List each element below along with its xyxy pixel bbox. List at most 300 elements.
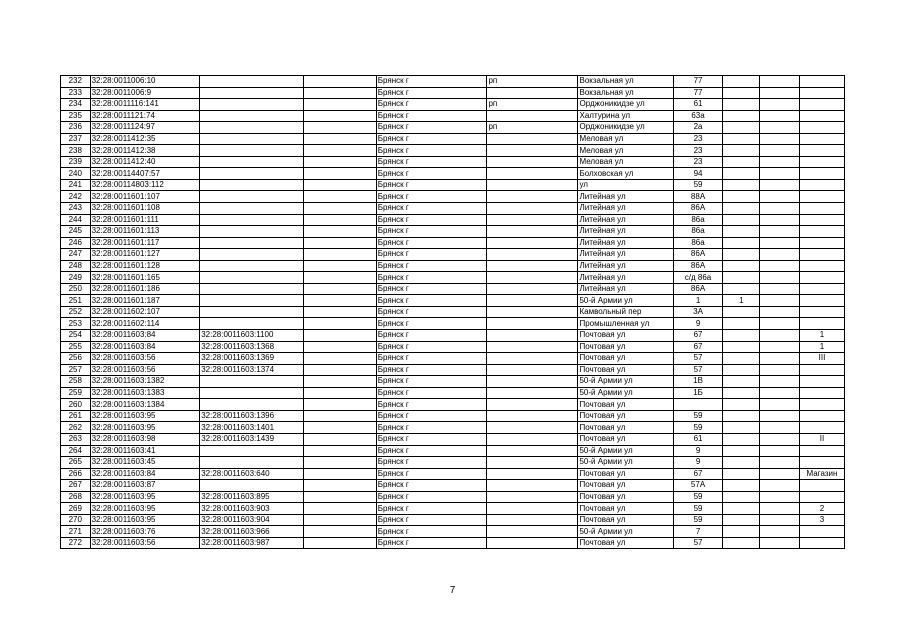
house-cell: 1: [673, 295, 722, 307]
room-cadastral-number: [200, 168, 304, 180]
empty-cell: [760, 364, 799, 376]
table-row: [61, 156, 845, 168]
room-cadastral-number: 32:28:0011603:966: [200, 526, 304, 538]
street-cell: Меловая ул: [578, 156, 673, 168]
room-cadastral-number: [200, 76, 304, 88]
cadastral-number: 32:28:0011603:95: [90, 410, 200, 422]
city-cell: Брянск г: [376, 306, 487, 318]
room-cadastral-number: 32:28:0011603:1369: [200, 353, 304, 365]
street-cell: Литейная ул: [578, 283, 673, 295]
room-cadastral-number: [200, 272, 304, 284]
street-cell: Литейная ул: [578, 203, 673, 215]
city-cell: Брянск г: [376, 330, 487, 342]
type-cell: [487, 306, 578, 318]
property-register-table: [60, 75, 845, 549]
empty-cell: [304, 503, 376, 515]
building-cell: [723, 491, 760, 503]
room-cadastral-number: [200, 122, 304, 134]
row-number: 239: [61, 156, 91, 168]
house-cell: 59: [673, 422, 722, 434]
type-cell: [487, 503, 578, 515]
street-cell: Камвольный пер: [578, 306, 673, 318]
type-cell: [487, 457, 578, 469]
city-cell: Брянск г: [376, 226, 487, 238]
house-cell: 3А: [673, 306, 722, 318]
city-cell: Брянск г: [376, 422, 487, 434]
city-cell: Брянск г: [376, 468, 487, 480]
empty-cell: [304, 468, 376, 480]
table-row: [61, 110, 845, 122]
house-cell: с/д 86а: [673, 272, 722, 284]
building-cell: [723, 272, 760, 284]
room-cadastral-number: 32:28:0011603:1396: [200, 410, 304, 422]
room-cadastral-number: [200, 457, 304, 469]
note-cell: [799, 145, 844, 157]
note-cell: [799, 537, 844, 549]
building-cell: [723, 191, 760, 203]
table-row: [61, 203, 845, 215]
house-cell: 1В: [673, 376, 722, 388]
table-row: [61, 341, 845, 353]
room-cadastral-number: [200, 203, 304, 215]
empty-cell: [304, 226, 376, 238]
cadastral-number: 32:28:0011603:95: [90, 503, 200, 515]
empty-cell: [760, 457, 799, 469]
room-cadastral-number: [200, 214, 304, 226]
table-row: [61, 272, 845, 284]
city-cell: Брянск г: [376, 364, 487, 376]
empty-cell: [760, 306, 799, 318]
type-cell: [487, 399, 578, 411]
city-cell: Брянск г: [376, 537, 487, 549]
note-cell: [799, 237, 844, 249]
type-cell: [487, 318, 578, 330]
cadastral-number: 32:28:0011603:84: [90, 468, 200, 480]
street-cell: Литейная ул: [578, 191, 673, 203]
street-cell: Почтовая ул: [578, 364, 673, 376]
cadastral-number: 32:28:0011602:114: [90, 318, 200, 330]
empty-cell: [760, 537, 799, 549]
street-cell: Литейная ул: [578, 237, 673, 249]
empty-cell: [304, 341, 376, 353]
note-cell: [799, 249, 844, 261]
building-cell: [723, 168, 760, 180]
empty-cell: [760, 445, 799, 457]
type-cell: [487, 445, 578, 457]
room-cadastral-number: [200, 249, 304, 261]
row-number: 269: [61, 503, 91, 515]
city-cell: Брянск г: [376, 445, 487, 457]
building-cell: [723, 537, 760, 549]
note-cell: [799, 214, 844, 226]
room-cadastral-number: 32:28:0011603:640: [200, 468, 304, 480]
street-cell: Почтовая ул: [578, 422, 673, 434]
empty-cell: [304, 179, 376, 191]
house-cell: [673, 399, 722, 411]
house-cell: 94: [673, 168, 722, 180]
house-cell: 59: [673, 491, 722, 503]
table-row: [61, 122, 845, 134]
street-cell: Почтовая ул: [578, 341, 673, 353]
building-cell: [723, 99, 760, 111]
building-cell: [723, 214, 760, 226]
table-row: [61, 76, 845, 88]
note-cell: III: [799, 353, 844, 365]
house-cell: 59: [673, 514, 722, 526]
house-cell: 77: [673, 76, 722, 88]
table-row: [61, 468, 845, 480]
row-number: 255: [61, 341, 91, 353]
note-cell: [799, 422, 844, 434]
empty-cell: [304, 514, 376, 526]
empty-cell: [304, 156, 376, 168]
house-cell: 57А: [673, 480, 722, 492]
empty-cell: [760, 422, 799, 434]
table-row: [61, 306, 845, 318]
type-cell: [487, 433, 578, 445]
table-row: [61, 526, 845, 538]
note-cell: 2: [799, 503, 844, 515]
empty-cell: [760, 110, 799, 122]
cadastral-number: 32:28:0011603:84: [90, 330, 200, 342]
note-cell: [799, 491, 844, 503]
room-cadastral-number: [200, 133, 304, 145]
city-cell: Брянск г: [376, 514, 487, 526]
empty-cell: [760, 145, 799, 157]
building-cell: [723, 145, 760, 157]
city-cell: Брянск г: [376, 272, 487, 284]
page-number: 7: [449, 585, 456, 596]
note-cell: 3: [799, 514, 844, 526]
house-cell: 86а: [673, 226, 722, 238]
type-cell: [487, 364, 578, 376]
room-cadastral-number: 32:28:0011603:1100: [200, 330, 304, 342]
city-cell: Брянск г: [376, 237, 487, 249]
row-number: 245: [61, 226, 91, 238]
street-cell: Болховская ул: [578, 168, 673, 180]
building-cell: [723, 133, 760, 145]
room-cadastral-number: 32:28:0011603:1401: [200, 422, 304, 434]
table-row: [61, 433, 845, 445]
building-cell: [723, 260, 760, 272]
note-cell: [799, 283, 844, 295]
type-cell: [487, 249, 578, 261]
building-cell: [723, 237, 760, 249]
table-row: [61, 410, 845, 422]
street-cell: Литейная ул: [578, 272, 673, 284]
building-cell: [723, 399, 760, 411]
street-cell: ул: [578, 179, 673, 191]
city-cell: Брянск г: [376, 110, 487, 122]
empty-cell: [760, 133, 799, 145]
building-cell: [723, 283, 760, 295]
table-row: [61, 237, 845, 249]
cadastral-number: 32:28:0011603:1382: [90, 376, 200, 388]
empty-cell: [304, 237, 376, 249]
note-cell: [799, 457, 844, 469]
table-row: [61, 503, 845, 515]
cadastral-number: 32:28:0011601:165: [90, 272, 200, 284]
street-cell: 50-й Армии ул: [578, 457, 673, 469]
row-number: 234: [61, 99, 91, 111]
table-row: [61, 480, 845, 492]
note-cell: 1: [799, 330, 844, 342]
note-cell: Магазин: [799, 468, 844, 480]
room-cadastral-number: [200, 387, 304, 399]
house-cell: 63а: [673, 110, 722, 122]
row-number: 252: [61, 306, 91, 318]
room-cadastral-number: [200, 295, 304, 307]
city-cell: Брянск г: [376, 399, 487, 411]
street-cell: Почтовая ул: [578, 433, 673, 445]
city-cell: Брянск г: [376, 491, 487, 503]
room-cadastral-number: 32:28:0011603:895: [200, 491, 304, 503]
city-cell: Брянск г: [376, 410, 487, 422]
cadastral-number: 32:28:0011603:1384: [90, 399, 200, 411]
room-cadastral-number: [200, 376, 304, 388]
note-cell: II: [799, 433, 844, 445]
city-cell: Брянск г: [376, 122, 487, 134]
empty-cell: [760, 318, 799, 330]
note-cell: [799, 410, 844, 422]
cadastral-number: 32:28:0011603:56: [90, 364, 200, 376]
room-cadastral-number: [200, 318, 304, 330]
note-cell: [799, 318, 844, 330]
row-number: 254: [61, 330, 91, 342]
room-cadastral-number: [200, 399, 304, 411]
street-cell: Почтовая ул: [578, 330, 673, 342]
house-cell: 57: [673, 353, 722, 365]
city-cell: Брянск г: [376, 295, 487, 307]
cadastral-number: 32:28:0011603:1383: [90, 387, 200, 399]
empty-cell: [760, 76, 799, 88]
type-cell: [487, 422, 578, 434]
street-cell: Вокзальная ул: [578, 87, 673, 99]
empty-cell: [304, 191, 376, 203]
empty-cell: [304, 168, 376, 180]
street-cell: Почтовая ул: [578, 353, 673, 365]
type-cell: [487, 514, 578, 526]
street-cell: Почтовая ул: [578, 503, 673, 515]
note-cell: [799, 203, 844, 215]
note-cell: [799, 376, 844, 388]
room-cadastral-number: [200, 480, 304, 492]
empty-cell: [304, 422, 376, 434]
table-row: [61, 330, 845, 342]
city-cell: Брянск г: [376, 503, 487, 515]
empty-cell: [760, 249, 799, 261]
city-cell: Брянск г: [376, 376, 487, 388]
row-number: 250: [61, 283, 91, 295]
cadastral-number: 32:28:0011121:74: [90, 110, 200, 122]
note-cell: [799, 306, 844, 318]
empty-cell: [760, 122, 799, 134]
street-cell: Орджоникидзе ул: [578, 99, 673, 111]
row-number: 261: [61, 410, 91, 422]
room-cadastral-number: [200, 283, 304, 295]
house-cell: 86а: [673, 237, 722, 249]
empty-cell: [304, 537, 376, 549]
row-number: 248: [61, 260, 91, 272]
note-cell: [799, 168, 844, 180]
street-cell: Литейная ул: [578, 214, 673, 226]
building-cell: [723, 526, 760, 538]
empty-cell: [760, 226, 799, 238]
row-number: 256: [61, 353, 91, 365]
building-cell: [723, 433, 760, 445]
empty-cell: [760, 203, 799, 215]
type-cell: [487, 468, 578, 480]
house-cell: 59: [673, 503, 722, 515]
street-cell: 50-й Армии ул: [578, 445, 673, 457]
cadastral-number: 32:28:00114407:57: [90, 168, 200, 180]
building-cell: [723, 514, 760, 526]
table-row: [61, 214, 845, 226]
cadastral-number: 32:28:0011124:97: [90, 122, 200, 134]
building-cell: [723, 457, 760, 469]
house-cell: 23: [673, 156, 722, 168]
type-cell: рп: [487, 76, 578, 88]
cadastral-number: 32:28:0011603:56: [90, 537, 200, 549]
city-cell: Брянск г: [376, 179, 487, 191]
empty-cell: [760, 272, 799, 284]
row-number: 240: [61, 168, 91, 180]
house-cell: 57: [673, 364, 722, 376]
table-row: [61, 537, 845, 549]
room-cadastral-number: [200, 445, 304, 457]
cadastral-number: 32:28:0011601:186: [90, 283, 200, 295]
room-cadastral-number: [200, 226, 304, 238]
building-cell: [723, 480, 760, 492]
house-cell: 57: [673, 537, 722, 549]
type-cell: [487, 145, 578, 157]
type-cell: [487, 341, 578, 353]
building-cell: [723, 306, 760, 318]
type-cell: [487, 295, 578, 307]
cadastral-number: 32:28:0011601:111: [90, 214, 200, 226]
empty-cell: [760, 410, 799, 422]
row-number: 251: [61, 295, 91, 307]
building-cell: [723, 156, 760, 168]
empty-cell: [760, 514, 799, 526]
building-cell: [723, 353, 760, 365]
room-cadastral-number: [200, 145, 304, 157]
note-cell: [799, 364, 844, 376]
note-cell: [799, 191, 844, 203]
cadastral-number: 32:28:0011603:56: [90, 353, 200, 365]
cadastral-number: 32:28:0011603:84: [90, 341, 200, 353]
type-cell: [487, 410, 578, 422]
table-body: [61, 76, 845, 549]
type-cell: [487, 237, 578, 249]
room-cadastral-number: 32:28:0011603:1368: [200, 341, 304, 353]
row-number: 267: [61, 480, 91, 492]
empty-cell: [304, 99, 376, 111]
note-cell: 1: [799, 341, 844, 353]
building-cell: [723, 341, 760, 353]
cadastral-number: 32:28:00114803:112: [90, 179, 200, 191]
building-cell: [723, 87, 760, 99]
cadastral-number: 32:28:0011602:107: [90, 306, 200, 318]
empty-cell: [760, 503, 799, 515]
type-cell: [487, 168, 578, 180]
cadastral-number: 32:28:0011603:76: [90, 526, 200, 538]
type-cell: [487, 203, 578, 215]
table-row: [61, 145, 845, 157]
empty-cell: [304, 214, 376, 226]
table-row: [61, 191, 845, 203]
house-cell: 59: [673, 179, 722, 191]
empty-cell: [760, 376, 799, 388]
row-number: 260: [61, 399, 91, 411]
type-cell: [487, 191, 578, 203]
house-cell: 61: [673, 99, 722, 111]
house-cell: 9: [673, 445, 722, 457]
building-cell: [723, 76, 760, 88]
empty-cell: [304, 330, 376, 342]
room-cadastral-number: [200, 179, 304, 191]
type-cell: [487, 480, 578, 492]
table-row: [61, 422, 845, 434]
note-cell: [799, 179, 844, 191]
type-cell: [487, 526, 578, 538]
empty-cell: [304, 283, 376, 295]
room-cadastral-number: [200, 156, 304, 168]
empty-cell: [304, 364, 376, 376]
house-cell: 9: [673, 318, 722, 330]
empty-cell: [304, 145, 376, 157]
table-row: [61, 133, 845, 145]
cadastral-number: 32:28:0011603:95: [90, 422, 200, 434]
house-cell: 86А: [673, 260, 722, 272]
type-cell: [487, 87, 578, 99]
street-cell: Почтовая ул: [578, 491, 673, 503]
empty-cell: [760, 399, 799, 411]
city-cell: Брянск г: [376, 353, 487, 365]
note-cell: [799, 399, 844, 411]
building-cell: [723, 122, 760, 134]
building-cell: [723, 468, 760, 480]
row-number: 253: [61, 318, 91, 330]
cadastral-number: 32:28:0011603:41: [90, 445, 200, 457]
house-cell: 67: [673, 341, 722, 353]
row-number: 265: [61, 457, 91, 469]
building-cell: [723, 364, 760, 376]
empty-cell: [304, 260, 376, 272]
note-cell: [799, 226, 844, 238]
empty-cell: [304, 249, 376, 261]
cadastral-number: 32:28:0011601:187: [90, 295, 200, 307]
city-cell: Брянск г: [376, 480, 487, 492]
type-cell: рп: [487, 99, 578, 111]
city-cell: Брянск г: [376, 203, 487, 215]
house-cell: 88А: [673, 191, 722, 203]
table-row: [61, 387, 845, 399]
room-cadastral-number: [200, 306, 304, 318]
cadastral-number: 32:28:0011412:38: [90, 145, 200, 157]
room-cadastral-number: 32:28:0011603:1439: [200, 433, 304, 445]
empty-cell: [760, 480, 799, 492]
empty-cell: [760, 191, 799, 203]
street-cell: 50-й Армии ул: [578, 526, 673, 538]
row-number: 241: [61, 179, 91, 191]
street-cell: Почтовая ул: [578, 468, 673, 480]
room-cadastral-number: [200, 260, 304, 272]
empty-cell: [760, 168, 799, 180]
city-cell: Брянск г: [376, 214, 487, 226]
empty-cell: [760, 330, 799, 342]
note-cell: [799, 87, 844, 99]
